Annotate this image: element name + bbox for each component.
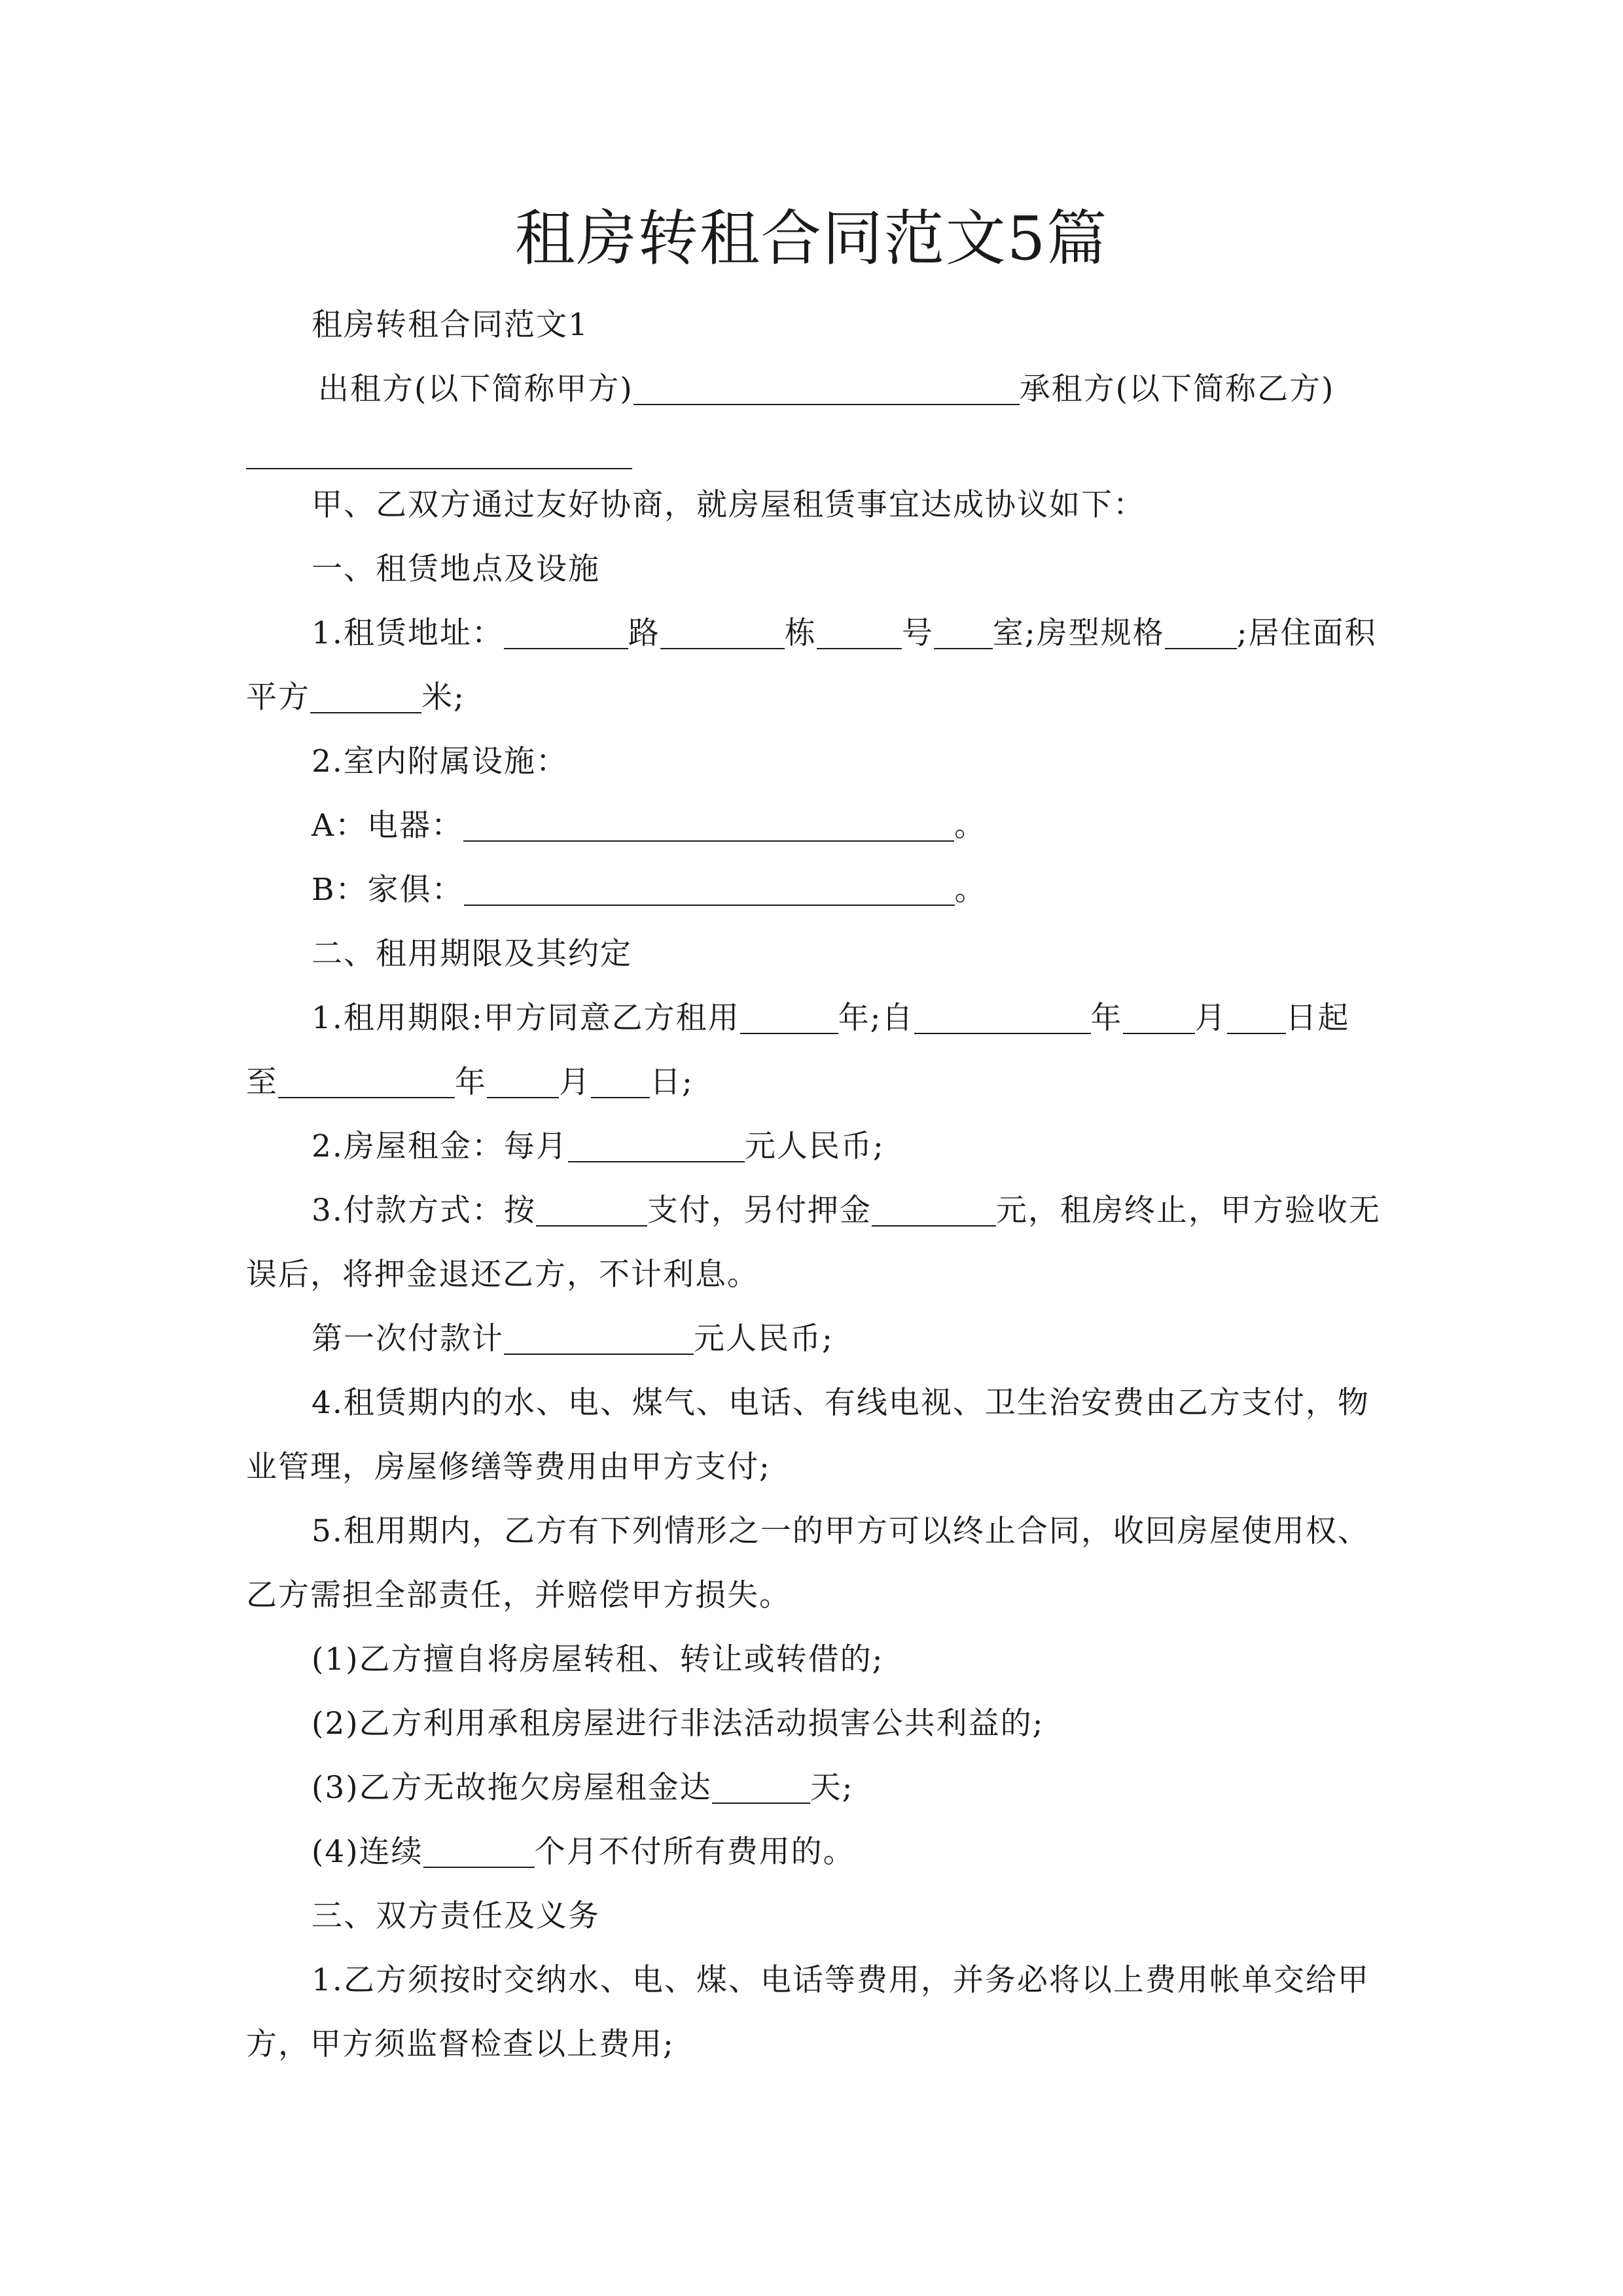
blank-field (591, 1065, 650, 1098)
section-heading: 三、双方责任及义务 (312, 1898, 600, 1934)
blank-field (504, 616, 628, 649)
blank-field (934, 616, 993, 649)
blank-field (872, 1193, 996, 1227)
blank-field (278, 1065, 455, 1098)
document-title: 租房转租合同范文5篇 (514, 204, 1109, 274)
section-heading: 一、租赁地点及设施 (312, 551, 600, 587)
address-paragraph: 1.租赁地址： 路 栋 号 室;房型规格 ;居住面积平方 米; (246, 615, 1377, 715)
intro-paragraph: 甲、乙双方通过友好协商，就房屋租赁事宜达成协议如下： (312, 487, 1145, 523)
section-heading: 二、租用期限及其约定 (312, 936, 632, 972)
parties-paragraph: 出租方(以下简称甲方) 承租方(以下简称乙方) (246, 357, 1381, 486)
blank-field (914, 1001, 1091, 1034)
blank-field (464, 872, 955, 906)
blank-field (1227, 1001, 1286, 1034)
clause-4: (4)连续 个月不付所有费用的。 (312, 1834, 855, 1870)
clause-2: (2)乙方利用承租房屋进行非法活动损害公共利益的; (312, 1706, 1044, 1742)
blank-field (504, 1321, 694, 1355)
appliances-line: A：电器： 。 (312, 808, 986, 844)
blank-field (463, 808, 954, 842)
blank-field (310, 680, 421, 713)
term-paragraph: 1.租用期限:甲方同意乙方租用 年;自 年 月 日起至 年 月 日; (246, 1000, 1350, 1100)
blank-field (712, 1770, 810, 1804)
rent-paragraph: 2.房屋租金：每月 元人民币; (312, 1128, 885, 1164)
clause-1: (1)乙方擅自将房屋转租、转让或转借的; (312, 1641, 884, 1677)
blank-field (660, 616, 785, 649)
clause-3: (3)乙方无故拖欠房屋租金达 天; (312, 1770, 854, 1806)
blank-field (568, 1129, 745, 1162)
blank-field (536, 1193, 647, 1227)
furniture-line: B：家俱： 。 (312, 872, 987, 908)
blank-field (740, 1001, 838, 1034)
blank-field (487, 1065, 559, 1098)
utilities-paragraph: 4.租赁期内的水、电、煤气、电话、有线电视、卫生治安费由乙方支付，物业管理，房屋修缮等费用由甲方支付; (246, 1385, 1370, 1485)
first-payment-paragraph: 第一次付款计 元人民币; (312, 1321, 834, 1357)
blank-field (633, 372, 1020, 405)
blank-field (1123, 1001, 1195, 1034)
blank-field (817, 616, 902, 649)
subtitle: 租房转租合同范文1 (312, 307, 589, 343)
termination-paragraph: 5.租用期内，乙方有下列情形之一的甲方可以终止合同，收回房屋使用权、乙方需担全部责任，并赔偿甲方损失。 (246, 1513, 1370, 1613)
blank-field (246, 436, 632, 469)
blank-field (423, 1835, 535, 1868)
payment-paragraph: 3.付款方式：按 支付，另付押金 元，租房终止，甲方验收无误后，将押金退还乙方，不计利息。 (246, 1193, 1381, 1293)
duty-paragraph: 1.乙方须按时交纳水、电、煤、电话等费用，并务必将以上费用帐单交给甲方，甲方须监督检查以上费用; (246, 1962, 1370, 2062)
facilities-heading: 2.室内附属设施： (312, 744, 568, 780)
blank-field (1165, 616, 1237, 649)
